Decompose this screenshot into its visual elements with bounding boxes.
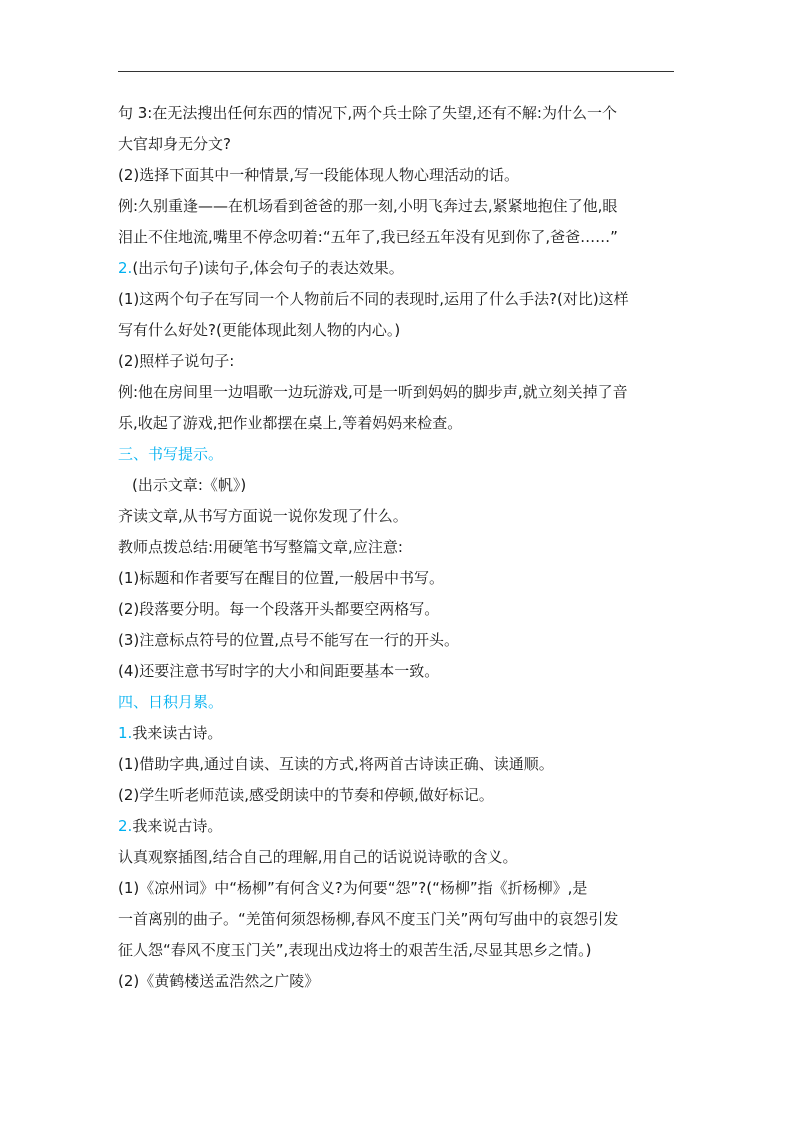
item-text: 我来读古诗。 <box>132 724 223 742</box>
item-number: 1. <box>118 724 133 742</box>
text-line: (3)注意标点符号的位置,点号不能写在一行的开头。 <box>118 631 460 649</box>
header-rule <box>118 71 674 72</box>
numbered-item <box>118 253 678 284</box>
text-line: 例:他在房间里一边唱歌一边玩游戏,可是一听到妈妈的脚步声,就立刻关掉了音 <box>118 383 628 401</box>
text-line: (出示文章:《帆》) <box>132 476 247 494</box>
item-text: (出示句子)读句子,体会句子的表达效果。 <box>132 259 404 277</box>
section-heading: 三、书写提示。 <box>118 445 224 463</box>
text-line: (2)照样子说句子: <box>118 352 235 370</box>
text-line: 写有什么好处?(更能体现此刻人物的内心。) <box>118 321 401 339</box>
section-heading: 四、日积月累。 <box>118 693 224 711</box>
text-line: 认真观察插图,结合自己的理解,用自己的话说说诗歌的含义。 <box>118 848 518 866</box>
text-line: 大官却身无分文? <box>118 135 231 153</box>
text-line: (1)标题和作者要写在醒目的位置,一般居中书写。 <box>118 569 445 587</box>
text-line: (4)还要注意书写时字的大小和间距要基本一致。 <box>118 662 440 680</box>
text-line: (1)借助字典,通过自读、互读的方式,将两首古诗读正确、读通顺。 <box>118 755 554 773</box>
text-line: 征人怨“春风不度玉门关”,表现出戍边将士的艰苦生活,尽显其思乡之情。) <box>118 941 592 959</box>
text-line: (2)《黄鹤楼送孟浩然之广陵》 <box>118 972 320 990</box>
text-line: 一首离别的曲子。“羌笛何须怨杨柳,春风不度玉门关”两句写曲中的哀怨引发 <box>118 910 619 928</box>
text-line: 教师点拨总结:用硬笔书写整篇文章,应注意: <box>118 538 403 556</box>
text-line: 句 3:在无法搜出任何东西的情况下,两个兵士除了失望,还有不解:为什么一个 <box>118 104 617 122</box>
text-line: 齐读文章,从书写方面说一说你发现了什么。 <box>118 507 408 525</box>
text-line: (1)《凉州词》中“杨柳”有何含义?为何要“怨”?(“杨柳”指《折杨柳》,是 <box>118 879 588 897</box>
text-line: 泪止不住地流,嘴里不停念叨着:“五年了,我已经五年没有见到你了,爸爸……” <box>118 228 618 246</box>
text-line: (2)选择下面其中一种情景,写一段能体现人物心理活动的话。 <box>118 166 520 184</box>
numbered-item <box>118 811 678 842</box>
text-line: (2)学生听老师范读,感受朗读中的节奏和停顿,做好标记。 <box>118 786 494 804</box>
text-line: 乐,收起了游戏,把作业都摆在桌上,等着妈妈来检查。 <box>118 414 463 432</box>
document-body <box>118 98 678 997</box>
item-number: 2. <box>118 817 133 835</box>
numbered-item <box>118 718 678 749</box>
text-line: 例:久别重逢——在机场看到爸爸的那一刻,小明飞奔过去,紧紧地抱住了他,眼 <box>118 197 618 215</box>
text-line: (2)段落要分明。每一个段落开头都要空两格写。 <box>118 600 440 618</box>
item-text: 我来说古诗。 <box>132 817 223 835</box>
text-line: (1)这两个句子在写同一个人物前后不同的表现时,运用了什么手法?(对比)这样 <box>118 290 629 308</box>
item-number: 2. <box>118 259 133 277</box>
